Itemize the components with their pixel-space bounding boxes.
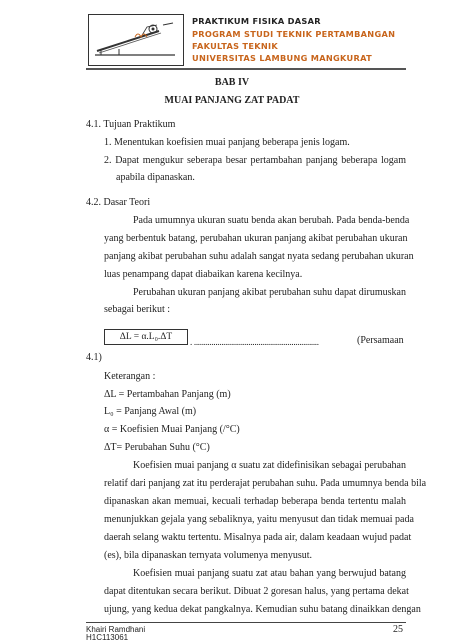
- header-faculty: FAKULTAS TEKNIK: [192, 41, 278, 51]
- paragraph-line: menunjukkan gejala yang sebaliknya, yaitu menyusut dan tidak memuai pada: [104, 514, 414, 525]
- formula-box: ΔL = α.L₀.ΔT: [104, 329, 188, 345]
- paragraph-line: luas penampang dapat diabaikan karena kecilnya.: [104, 269, 303, 280]
- header-university: UNIVERSITAS LAMBUNG MANGKURAT: [192, 53, 372, 63]
- legend-item: ΔL = Pertambahan Panjang (m): [104, 389, 231, 400]
- chapter-number: BAB IV: [214, 77, 250, 88]
- page-number: 25: [393, 624, 403, 635]
- paragraph-line: daerah selang waktu tertentu. Misalnya pada air, dalam keadaan wujud padat: [104, 532, 412, 543]
- chapter-title: MUAI PANJANG ZAT PADAT: [164, 95, 300, 106]
- paragraph-line: (es), bila dipanaskan ternyata volumenya menyusut.: [104, 550, 312, 561]
- paragraph-line: ujung, yang kedua dekat pangkalnya. Kemudian suhu batang dinaikkan dengan: [104, 604, 421, 615]
- legend-heading: Keterangan :: [104, 371, 156, 382]
- legend-item: ΔT= Perubahan Suhu (°C): [104, 442, 210, 453]
- paragraph-line: Koefisien muai panjang α suatu zat didefinisikan sebagai perubahan: [133, 460, 406, 471]
- header-course: PRAKTIKUM FISIKA DASAR: [192, 16, 321, 26]
- header-divider: [86, 68, 406, 70]
- list-item-2-cont: apabila dipanaskan.: [116, 172, 195, 183]
- formula-leader-dots: . ................................................................: [190, 337, 319, 347]
- legend-item: L₀ = Panjang Awal (m): [104, 406, 197, 417]
- legend-item: α = Koefisien Muai Panjang (/°C): [104, 424, 240, 435]
- paragraph-line: Perubahan ukuran panjang akibat perubahan suhu dapat dirumuskan: [133, 287, 406, 298]
- footer-student-id: H1C113061: [86, 633, 129, 642]
- equation-label-cont: 4.1): [86, 352, 102, 363]
- list-item-1: 1. Menentukan koefisien muai panjang beberapa jenis logam.: [104, 137, 350, 148]
- apparatus-illustration-icon: [89, 15, 182, 64]
- paragraph-line: relatif dari panjang zat itu perderajat perubahan suhu. Pada umumnya benda bila: [104, 478, 427, 489]
- paragraph-line: Pada umumnya ukuran suatu benda akan berubah. Pada benda-benda: [133, 215, 410, 226]
- footer-author-name: Khairi Ramdhani: [86, 625, 146, 634]
- paragraph-line: sebagai berikut :: [104, 304, 171, 315]
- paragraph-line: dipanaskan akan memuai, kecuali terhadap beberapa benda tertentu malah: [104, 496, 406, 507]
- paragraph-line: Koefisien muai panjang suatu zat atau bahan yang berwujud batang: [133, 568, 406, 579]
- section-heading-dasar-teori: 4.2. Dasar Teori: [86, 197, 151, 208]
- list-item-2: 2. Dapat mengukur seberapa besar pertambahan panjang beberapa logam: [104, 155, 406, 166]
- header-program: PROGRAM STUDI TEKNIK PERTAMBANGAN: [192, 29, 396, 39]
- paragraph-line: yang berbentuk batang, perubahan ukuran panjang akibat perubahan ukuran: [104, 233, 408, 244]
- footer-divider: [86, 622, 406, 623]
- lab-logo: [88, 14, 184, 66]
- paragraph-line: panjang akibat perubahan suhu adalah sangat nyata sedang perubahan ukuran: [104, 251, 414, 262]
- equation-label: (Persamaan: [357, 335, 404, 346]
- section-heading-tujuan: 4.1. Tujuan Praktikum: [86, 119, 176, 130]
- paragraph-line: dapat ditentukan secara berikut. Dibuat 2 goresan halus, yang pertama dekat: [104, 586, 409, 597]
